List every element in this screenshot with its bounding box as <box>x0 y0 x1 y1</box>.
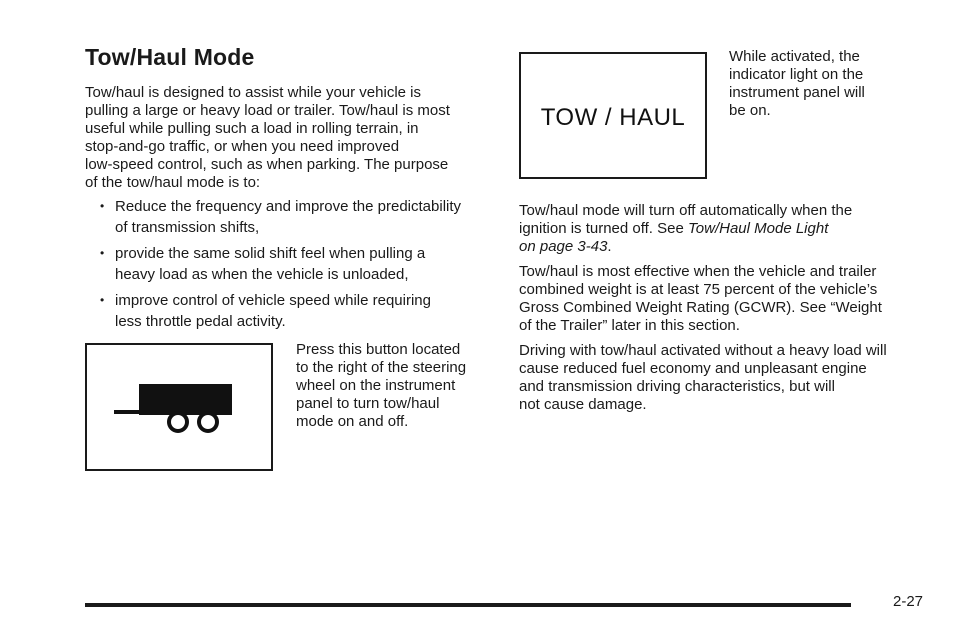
paragraph-line: Gross Combined Weight Rating (GCWR). See “Weight <box>519 299 882 316</box>
no-load-paragraph <box>519 342 887 414</box>
intro-line: Tow/haul is designed to assist while your vehicle is <box>85 84 421 101</box>
indicator-caption <box>729 48 865 120</box>
intro-line: stop-and-go traffic, or when you need improved <box>85 138 400 155</box>
indicator-light-figure <box>519 52 707 179</box>
list-item <box>85 196 505 238</box>
effectiveness-paragraph <box>519 263 882 335</box>
indicator-label: TOW / HAUL <box>540 104 686 131</box>
paragraph-text: ignition is turned off. See <box>519 220 688 237</box>
intro-paragraph <box>85 84 450 192</box>
paragraph-line: cause reduced fuel economy and unpleasant engine <box>519 360 867 377</box>
bullet-icon: • <box>100 293 105 307</box>
caption-line: wheel on the instrument <box>296 377 456 394</box>
caption-line: While activated, the <box>729 48 860 65</box>
footer-divider <box>85 603 851 607</box>
list-item-text: of transmission shifts, <box>115 219 260 236</box>
caption-line: indicator light on the <box>729 66 864 83</box>
list-item-text: heavy load as when the vehicle is unloaded, <box>115 266 409 283</box>
caption-line: instrument panel will <box>729 84 865 101</box>
intro-line: useful while pulling such a load in rolling terrain, in <box>85 120 419 137</box>
paragraph-line: Tow/haul is most effective when the vehicle and trailer <box>519 263 877 280</box>
caption-line: be on. <box>729 102 771 119</box>
paragraph-line: of the Trailer” later in this section. <box>519 317 740 334</box>
caption-line: panel to turn tow/haul <box>296 395 440 412</box>
paragraph-line: not cause damage. <box>519 396 647 413</box>
caption-line: to the right of the steering <box>296 359 467 376</box>
paragraph-text: . <box>607 238 612 255</box>
paragraph-line <box>519 238 852 256</box>
list-item-text: improve control of vehicle speed while requiring <box>115 292 431 309</box>
intro-line: pulling a large or heavy load or trailer. Tow/haul is most <box>85 102 450 119</box>
cross-reference-link[interactable]: Tow/Haul Mode Light <box>688 220 829 237</box>
button-caption <box>296 341 466 431</box>
cross-reference-link[interactable]: on page 3-43 <box>519 238 608 255</box>
list-item-text: Reduce the frequency and improve the predictability <box>115 198 462 215</box>
caption-line: Press this button located <box>296 341 461 358</box>
paragraph-line: Driving with tow/haul activated without a heavy load will <box>519 342 887 359</box>
tow-haul-button-figure <box>85 343 273 471</box>
caption-line: mode on and off. <box>296 413 409 430</box>
bullet-icon: • <box>100 199 105 213</box>
paragraph-line: Tow/haul mode will turn off automatically when the <box>519 202 853 219</box>
auto-off-paragraph <box>519 202 852 256</box>
paragraph-line: combined weight is at least 75 percent of the vehicle’s <box>519 281 878 298</box>
list-item <box>85 290 505 332</box>
paragraph-line: and transmission driving characteristics, but will <box>519 378 835 395</box>
page-number: 2-27 <box>893 593 924 610</box>
trailer-icon <box>87 345 271 469</box>
list-item-text: less throttle pedal activity. <box>115 313 286 330</box>
list-item <box>85 243 505 285</box>
purpose-list <box>85 196 505 337</box>
intro-line: of the tow/haul mode is to: <box>85 174 261 191</box>
intro-line: low-speed control, such as when parking. The purpose <box>85 156 449 173</box>
paragraph-line <box>519 220 852 238</box>
bullet-icon: • <box>100 246 105 260</box>
page-title: Tow/Haul Mode <box>85 44 255 70</box>
list-item-text: provide the same solid shift feel when pulling a <box>115 245 426 262</box>
